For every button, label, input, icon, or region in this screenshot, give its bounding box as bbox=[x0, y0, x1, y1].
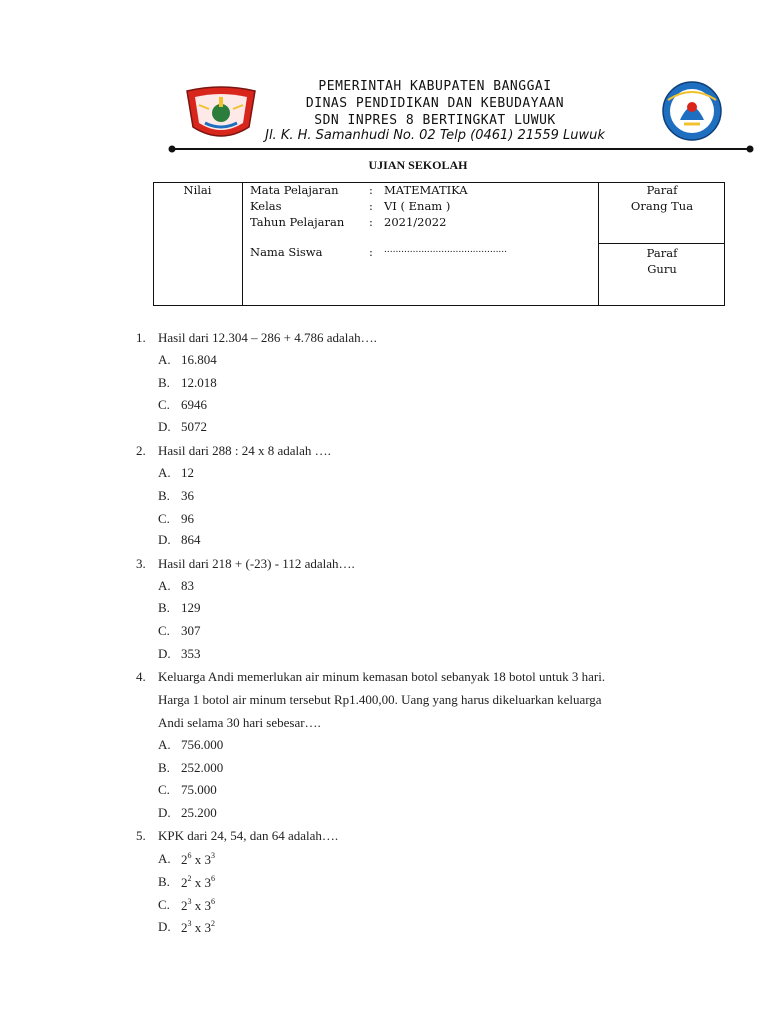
power-base: 2 bbox=[181, 920, 188, 935]
option-letter: B. bbox=[158, 760, 170, 775]
table-divider bbox=[598, 243, 725, 244]
option-value: 5072 bbox=[181, 419, 207, 434]
colon: : bbox=[369, 245, 373, 259]
subject-label: Mata Pelajaran bbox=[250, 183, 339, 197]
question-text: Hasil dari 288 : 24 x 8 adalah …. bbox=[158, 443, 331, 458]
option-value: 36 bbox=[181, 488, 194, 503]
exam-title: UJIAN SEKOLAH bbox=[368, 158, 468, 172]
colon: : bbox=[369, 215, 373, 229]
header-department: DINAS PENDIDIKAN DAN KEBUDAYAAN bbox=[305, 96, 565, 111]
question-number: 5. bbox=[136, 828, 146, 843]
option-letter: A. bbox=[158, 465, 171, 480]
power-base: 2 bbox=[181, 898, 188, 913]
power-base: 2 bbox=[181, 852, 188, 867]
subject-value: MATEMATIKA bbox=[384, 183, 468, 197]
option-value: 25.200 bbox=[181, 805, 217, 820]
header-address: Jl. K. H. Samanhudi No. 02 Telp (0461) 21559 Luwuk bbox=[265, 128, 605, 143]
question-text: Keluarga Andi memerlukan air minum kemasan botol sebanyak 18 botol untuk 3 hari. bbox=[158, 669, 606, 684]
times-sign: x bbox=[191, 875, 205, 890]
power-exponent: 2 bbox=[187, 874, 192, 883]
header-divider bbox=[168, 142, 754, 156]
question-number: 3. bbox=[136, 556, 146, 571]
year-value: 2021/2022 bbox=[384, 215, 447, 229]
option-value: 252.000 bbox=[181, 760, 224, 775]
question-text: Hasil dari 218 + (-23) - 112 adalah…. bbox=[158, 556, 355, 571]
nilai-label: Nilai bbox=[183, 183, 212, 197]
option-letter: D. bbox=[158, 646, 171, 661]
header-government: PEMERINTAH KABUPATEN BANGGAI bbox=[318, 79, 552, 94]
power-exponent: 6 bbox=[211, 897, 215, 906]
question-text: KPK dari 24, 54, dan 64 adalah…. bbox=[158, 828, 339, 843]
power-exponent: 6 bbox=[211, 874, 215, 883]
option-letter: A. bbox=[158, 737, 171, 752]
colon: : bbox=[369, 183, 373, 197]
option-value bbox=[181, 874, 215, 891]
power-base: 3 bbox=[204, 852, 211, 867]
option-letter: C. bbox=[158, 623, 170, 638]
option-letter: C. bbox=[158, 782, 170, 797]
option-letter: B. bbox=[158, 488, 170, 503]
option-letter: A. bbox=[158, 352, 171, 367]
option-letter: C. bbox=[158, 897, 170, 912]
power-base: 2 bbox=[181, 875, 188, 890]
parent-sign-label: Paraf bbox=[646, 183, 678, 197]
option-value: 864 bbox=[181, 532, 201, 547]
question-number: 2. bbox=[136, 443, 146, 458]
times-sign: x bbox=[191, 852, 205, 867]
banggai-regency-emblem-icon bbox=[183, 83, 259, 145]
option-value: 129 bbox=[181, 600, 201, 615]
option-value bbox=[181, 851, 215, 868]
teacher-sign-label-2: Guru bbox=[647, 262, 677, 276]
student-name-field[interactable]: ........................................... bbox=[384, 245, 508, 255]
question-number: 1. bbox=[136, 330, 146, 345]
option-value: 6946 bbox=[181, 397, 207, 412]
option-value: 12.018 bbox=[181, 375, 217, 390]
times-sign: x bbox=[191, 898, 205, 913]
student-name-label: Nama Siswa bbox=[250, 245, 323, 259]
option-value: 307 bbox=[181, 623, 201, 638]
option-value: 12 bbox=[181, 465, 194, 480]
option-value: 96 bbox=[181, 511, 194, 526]
option-value: 16.804 bbox=[181, 352, 217, 367]
option-letter: D. bbox=[158, 919, 171, 934]
option-letter: A. bbox=[158, 851, 171, 866]
option-letter: D. bbox=[158, 532, 171, 547]
power-exponent: 3 bbox=[211, 851, 215, 860]
question-text: Hasil dari 12.304 – 286 + 4.786 adalah…. bbox=[158, 330, 377, 345]
power-base: 3 bbox=[204, 875, 211, 890]
table-divider bbox=[242, 182, 243, 306]
option-letter: D. bbox=[158, 805, 171, 820]
times-sign: x bbox=[191, 920, 205, 935]
option-value bbox=[181, 919, 215, 936]
question-text: Harga 1 botol air minum tersebut Rp1.400,00. Uang yang harus dikeluarkan keluarga bbox=[158, 692, 602, 707]
header-school: SDN INPRES 8 BERTINGKAT LUWUK bbox=[314, 113, 556, 128]
question-text: Andi selama 30 hari sebesar…. bbox=[158, 715, 321, 730]
tut-wuri-handayani-emblem-icon bbox=[654, 80, 730, 142]
option-value: 756.000 bbox=[181, 737, 224, 752]
power-exponent: 3 bbox=[187, 919, 192, 928]
power-base: 3 bbox=[204, 920, 211, 935]
option-value: 83 bbox=[181, 578, 194, 593]
parent-sign-label-2: Orang Tua bbox=[630, 199, 694, 213]
colon: : bbox=[369, 199, 373, 213]
teacher-sign-label: Paraf bbox=[646, 246, 678, 260]
option-value: 353 bbox=[181, 646, 201, 661]
power-exponent: 3 bbox=[187, 897, 192, 906]
question-number: 4. bbox=[136, 669, 146, 684]
option-value: 75.000 bbox=[181, 782, 217, 797]
option-letter: B. bbox=[158, 874, 170, 889]
power-exponent: 2 bbox=[211, 919, 215, 928]
option-letter: B. bbox=[158, 600, 170, 615]
power-exponent: 6 bbox=[187, 851, 192, 860]
option-letter: A. bbox=[158, 578, 171, 593]
option-letter: D. bbox=[158, 419, 171, 434]
option-letter: C. bbox=[158, 511, 170, 526]
option-letter: B. bbox=[158, 375, 170, 390]
power-base: 3 bbox=[204, 898, 211, 913]
year-label: Tahun Pelajaran bbox=[250, 215, 345, 229]
option-value bbox=[181, 897, 215, 914]
class-label: Kelas bbox=[250, 199, 282, 213]
class-value: VI ( Enam ) bbox=[384, 199, 451, 213]
option-letter: C. bbox=[158, 397, 170, 412]
